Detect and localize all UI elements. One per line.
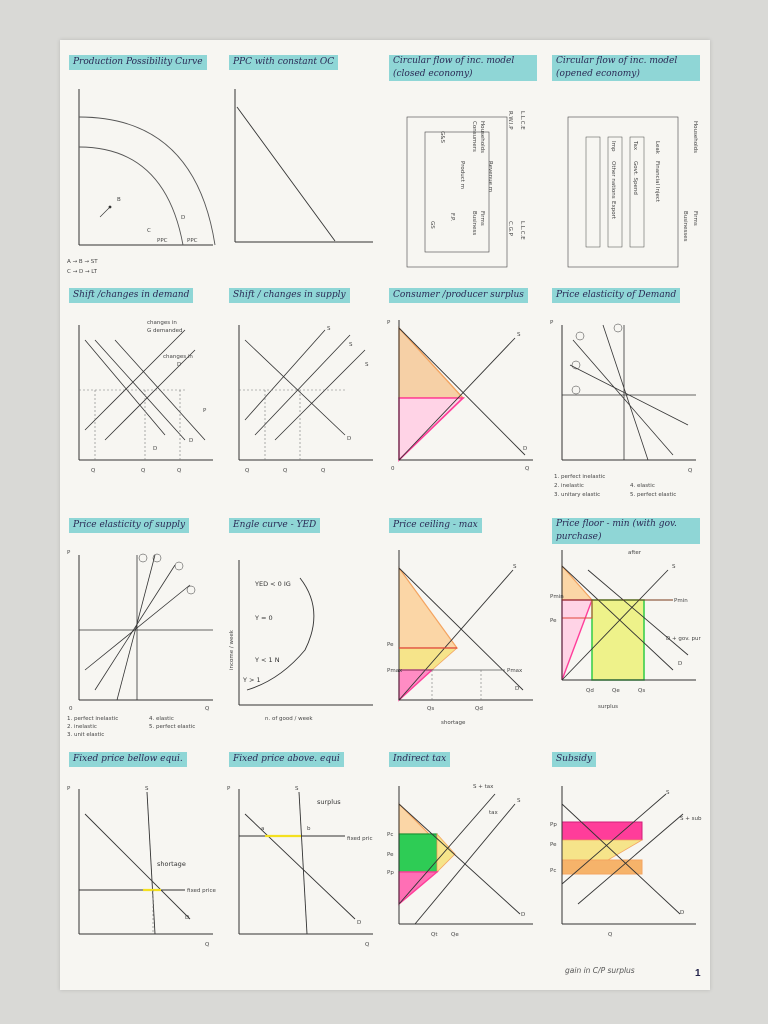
notes-sheet — [60, 40, 710, 990]
flow-label: C.G.P — [507, 221, 513, 236]
ppc-label: D — [181, 215, 186, 221]
subsidy-label: Pc — [550, 868, 557, 874]
ppc-note: A → B → ST — [67, 259, 98, 265]
tax-label: D — [521, 912, 526, 918]
tax-label: Pc — [387, 832, 394, 838]
panel-title: Shift / changes in supply — [229, 288, 350, 303]
ped-label: P — [550, 320, 554, 326]
fixed-below-diagram — [65, 774, 217, 974]
engel-diagram — [225, 540, 377, 740]
ceiling-label: Qs — [427, 706, 435, 712]
fixed-below-label: D — [185, 915, 190, 921]
panel-ped — [548, 288, 700, 512]
pes-label: Q — [205, 706, 210, 712]
footnote: gain in C/P surplus — [565, 966, 635, 975]
subsidy-diagram — [548, 774, 700, 974]
flow-label: R.W.I.P — [507, 111, 513, 130]
flow-label: L.L.C.E — [519, 111, 525, 130]
floor-label: Qe — [612, 688, 620, 694]
fixed-above-diagram — [225, 774, 377, 974]
ped-legend: 4. elastic — [630, 483, 655, 489]
tax-label: Qe — [451, 932, 459, 938]
panel-ppc — [65, 55, 217, 279]
supply-label: S — [349, 342, 353, 348]
tax-label: tax — [489, 810, 498, 816]
panel-title: Price elasticity of supply — [69, 518, 189, 533]
panel-circular-open — [548, 55, 700, 279]
fixed-below-label: Q — [205, 942, 210, 948]
supply-shift-diagram — [225, 310, 377, 510]
panel-surplus — [385, 288, 537, 512]
panel-fixed-below — [65, 752, 217, 976]
indirect-tax-diagram — [385, 774, 537, 974]
flow-label: G&S — [439, 131, 445, 144]
flow-label: Businesses — [682, 211, 688, 242]
ppc-label: PPC — [187, 238, 198, 244]
fixed-above-label: b — [307, 826, 311, 832]
panel-title: Engle curve - YED — [229, 518, 320, 533]
subsidy-label: S — [666, 790, 670, 796]
flow-label: Firms — [479, 211, 485, 226]
consumer-surplus-area — [399, 328, 463, 398]
panel-title: Circular flow of inc. model (closed economy) — [389, 55, 537, 81]
panel-title: Consumer /producer surplus — [389, 288, 528, 303]
demand-label: Q — [91, 468, 96, 474]
ceiling-label: S — [513, 564, 517, 570]
panel-indirect-tax — [385, 752, 537, 976]
surplus-label: D — [523, 446, 528, 452]
ppc-label: PPC — [157, 238, 168, 244]
floor-label: D — [678, 661, 683, 667]
ppc-label: C — [147, 228, 151, 234]
ped-legend: 2. inelastic — [554, 483, 584, 489]
ped-diagram — [548, 310, 700, 510]
flow-label: Tax — [632, 141, 638, 151]
ped-legend: 5. perfect elastic — [630, 492, 677, 498]
panel-title: Fixed price above. equi — [229, 752, 344, 767]
panel-pes — [65, 518, 217, 742]
flow-label: L.L.C.E — [519, 221, 525, 240]
ceiling-label: Pe — [387, 642, 394, 648]
pes-label: P — [67, 550, 71, 556]
fixed-above-label: a — [261, 826, 265, 832]
panel-fixed-above — [225, 752, 377, 976]
fixed-below-label: S — [145, 786, 149, 792]
price-floor-diagram — [548, 540, 700, 740]
supply-label: S — [327, 326, 331, 332]
subsidy-label: Pe — [550, 842, 557, 848]
panel-title: PPC with constant OC — [229, 55, 338, 70]
flow-label: Consumers — [471, 121, 477, 152]
flow-label: Govt. Spend — [632, 161, 638, 195]
flow-label: Imp — [610, 141, 616, 152]
ped-legend: 3. unitary elastic — [554, 492, 601, 498]
pes-label: 0 — [69, 706, 73, 712]
supply-label: S — [365, 362, 369, 368]
panel-circular-closed — [385, 55, 537, 279]
engel-label: Y < 1 N — [255, 656, 280, 664]
floor-label: Pmin — [550, 594, 564, 600]
fixed-above-label: Q — [365, 942, 370, 948]
flow-label: Households — [692, 121, 698, 153]
floor-label: Qd — [586, 688, 594, 694]
circular-open-diagram — [548, 77, 700, 277]
ceiling-label: shortage — [441, 720, 466, 726]
floor-label: Qs — [638, 688, 646, 694]
panel-title: Subsidy — [552, 752, 596, 767]
ped-legend: 1. perfect inelastic — [554, 474, 606, 480]
pes-diagram — [65, 540, 217, 740]
demand-shift-diagram — [65, 310, 217, 510]
subsidy-label: Pp — [550, 822, 557, 828]
tax-label: S + tax — [473, 784, 494, 790]
fixed-above-label: P — [227, 786, 231, 792]
subsidy-label: Q — [608, 932, 613, 938]
ceiling-label: Pmax — [387, 668, 403, 674]
supply-label: Q — [321, 468, 326, 474]
surplus-label: S — [517, 332, 521, 338]
engel-y-axis-label: income / week — [229, 630, 235, 670]
fixed-above-label: D — [357, 920, 362, 926]
pes-legend: 3. unit elastic — [67, 732, 105, 738]
panel-price-ceiling — [385, 518, 537, 742]
flow-label: Households — [479, 121, 485, 153]
flow-label: Other nations — [610, 161, 616, 199]
tax-label: S — [517, 798, 521, 804]
pes-legend: 4. elastic — [149, 716, 174, 722]
producer-surplus-area — [399, 398, 463, 460]
panel-title: Price floor - min (with gov. purchase) — [552, 518, 700, 544]
flow-label: F.P. — [449, 213, 455, 222]
demand-label: D — [177, 362, 182, 368]
demand-label: changes in — [163, 354, 193, 360]
panel-title: Production Possibility Curve — [69, 55, 207, 70]
tax-label: Pe — [387, 852, 394, 858]
pes-legend: 1. perfect inelastic — [67, 716, 119, 722]
surplus-diagram — [385, 310, 537, 510]
circular-closed-diagram — [385, 77, 537, 277]
floor-label: D + gov. pur — [666, 636, 701, 642]
subsidy-label: S + sub — [680, 816, 702, 822]
flow-label: Firms — [692, 211, 698, 226]
engel-label: Y > 1 — [243, 676, 261, 684]
panel-demand-shift — [65, 288, 217, 512]
floor-label: Pe — [550, 618, 557, 624]
fixed-below-label: shortage — [157, 860, 186, 868]
fixed-below-label: fixed price — [187, 888, 216, 894]
engel-label: Y = 0 — [255, 614, 273, 622]
engel-x-axis-label: n. of good / week — [265, 716, 313, 722]
floor-label: Pmin — [674, 598, 688, 604]
panel-title: Fixed price bellow equi. — [69, 752, 187, 767]
pes-legend: 5. perfect elastic — [149, 724, 196, 730]
floor-label: S — [672, 564, 676, 570]
flow-label: Export — [610, 201, 616, 220]
pes-legend: 2. inelastic — [67, 724, 97, 730]
ceiling-label: Qd — [475, 706, 483, 712]
supply-label: D — [347, 436, 352, 442]
fixed-above-label: S — [295, 786, 299, 792]
floor-label: after — [628, 550, 642, 556]
panel-ppc-constant — [225, 55, 377, 279]
ppc-label: B — [117, 197, 121, 203]
ppc-diagram — [65, 77, 217, 277]
demand-label: Q — [141, 468, 146, 474]
flow-label: Revenue m — [487, 161, 493, 193]
panel-title: Indirect tax — [389, 752, 450, 767]
demand-label: P — [203, 408, 207, 414]
supply-label: Q — [245, 468, 250, 474]
flow-label: Financial Inject — [654, 161, 660, 203]
floor-label: surplus — [598, 704, 618, 710]
panel-title: Price elasticity of Demand — [552, 288, 680, 303]
demand-label: Q — [177, 468, 182, 474]
panel-title: Circular flow of inc. model (opened economy) — [552, 55, 700, 81]
demand-label: D — [153, 446, 158, 452]
tax-label: Qt — [431, 932, 438, 938]
demand-label: changes in — [147, 320, 177, 326]
flow-label: GS — [429, 221, 435, 229]
panel-title: Shift /changes in demand — [69, 288, 193, 303]
demand-label: D — [189, 438, 194, 444]
tax-label: Pp — [387, 870, 394, 876]
subsidy-label: D — [680, 910, 685, 916]
flow-label: Product m — [459, 161, 465, 189]
flow-label: Business — [471, 211, 477, 236]
engel-label: YED < 0 IG — [255, 580, 291, 588]
panel-title: Price ceiling - max — [389, 518, 482, 533]
demand-label: G demanded — [147, 328, 183, 334]
page-number: 1 — [695, 968, 701, 979]
fixed-above-label: fixed pric — [347, 836, 373, 842]
ppc-note: C → D → LT — [67, 269, 97, 275]
surplus-label: P — [387, 320, 391, 326]
ceiling-label: D — [515, 686, 520, 692]
supply-label: Q — [283, 468, 288, 474]
flow-label: Leak — [654, 141, 660, 154]
price-ceiling-diagram — [385, 540, 537, 740]
panel-price-floor — [548, 518, 700, 742]
ceiling-label: Pmax — [507, 668, 523, 674]
panel-engel — [225, 518, 377, 742]
fixed-above-label: surplus — [317, 798, 341, 806]
panel-supply-shift — [225, 288, 377, 512]
surplus-label: Q — [525, 466, 530, 472]
ppc-constant-diagram — [225, 77, 377, 277]
fixed-below-label: P — [67, 786, 71, 792]
surplus-label: 0 — [391, 466, 395, 472]
panel-subsidy — [548, 752, 700, 976]
ped-label: Q — [688, 468, 693, 474]
